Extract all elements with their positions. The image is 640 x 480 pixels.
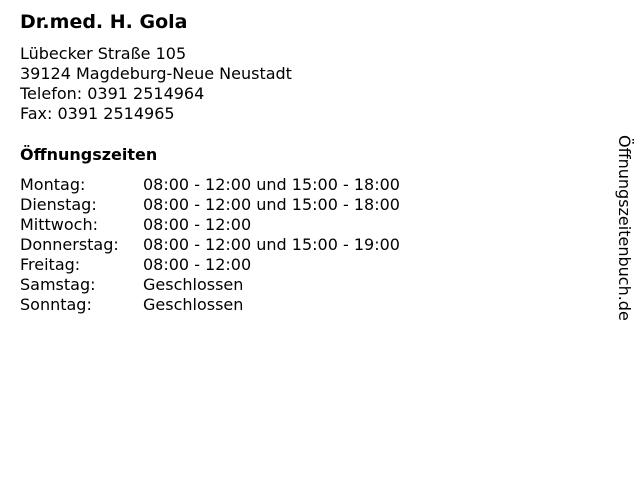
time-value: 08:00 - 12:00 — [143, 215, 252, 234]
fax-number: Fax: 0391 2514965 — [20, 104, 175, 123]
time-value: 08:00 - 12:00 und 15:00 - 18:00 — [143, 175, 400, 194]
day-label: Montag: — [20, 175, 86, 194]
opening-hours-list — [20, 175, 400, 315]
day-label: Dienstag: — [20, 195, 97, 214]
hours-row-wednesday — [20, 215, 400, 235]
city-address: 39124 Magdeburg-Neue Neustadt — [20, 64, 292, 83]
site-watermark: Öffnungszeitenbuch.de — [615, 135, 634, 321]
hours-row-monday — [20, 175, 400, 195]
hours-row-tuesday — [20, 195, 400, 215]
time-value: Geschlossen — [143, 295, 244, 314]
hours-row-friday — [20, 255, 400, 275]
street-address: Lübecker Straße 105 — [20, 44, 187, 63]
time-value: 08:00 - 12:00 — [143, 255, 252, 274]
business-name: Dr.med. H. Gola — [20, 11, 188, 33]
day-label: Freitag: — [20, 255, 81, 274]
contact-block — [20, 44, 292, 124]
day-label: Samstag: — [20, 275, 96, 294]
day-label: Donnerstag: — [20, 235, 119, 254]
phone-number: Telefon: 0391 2514964 — [20, 84, 205, 103]
day-label: Sonntag: — [20, 295, 92, 314]
hours-row-saturday — [20, 275, 400, 295]
time-value: 08:00 - 12:00 und 15:00 - 18:00 — [143, 195, 400, 214]
day-label: Mittwoch: — [20, 215, 98, 234]
time-value: 08:00 - 12:00 und 15:00 - 19:00 — [143, 235, 400, 254]
hours-row-sunday — [20, 295, 400, 315]
hours-row-thursday — [20, 235, 400, 255]
hours-heading: Öffnungszeiten — [20, 145, 158, 164]
time-value: Geschlossen — [143, 275, 244, 294]
